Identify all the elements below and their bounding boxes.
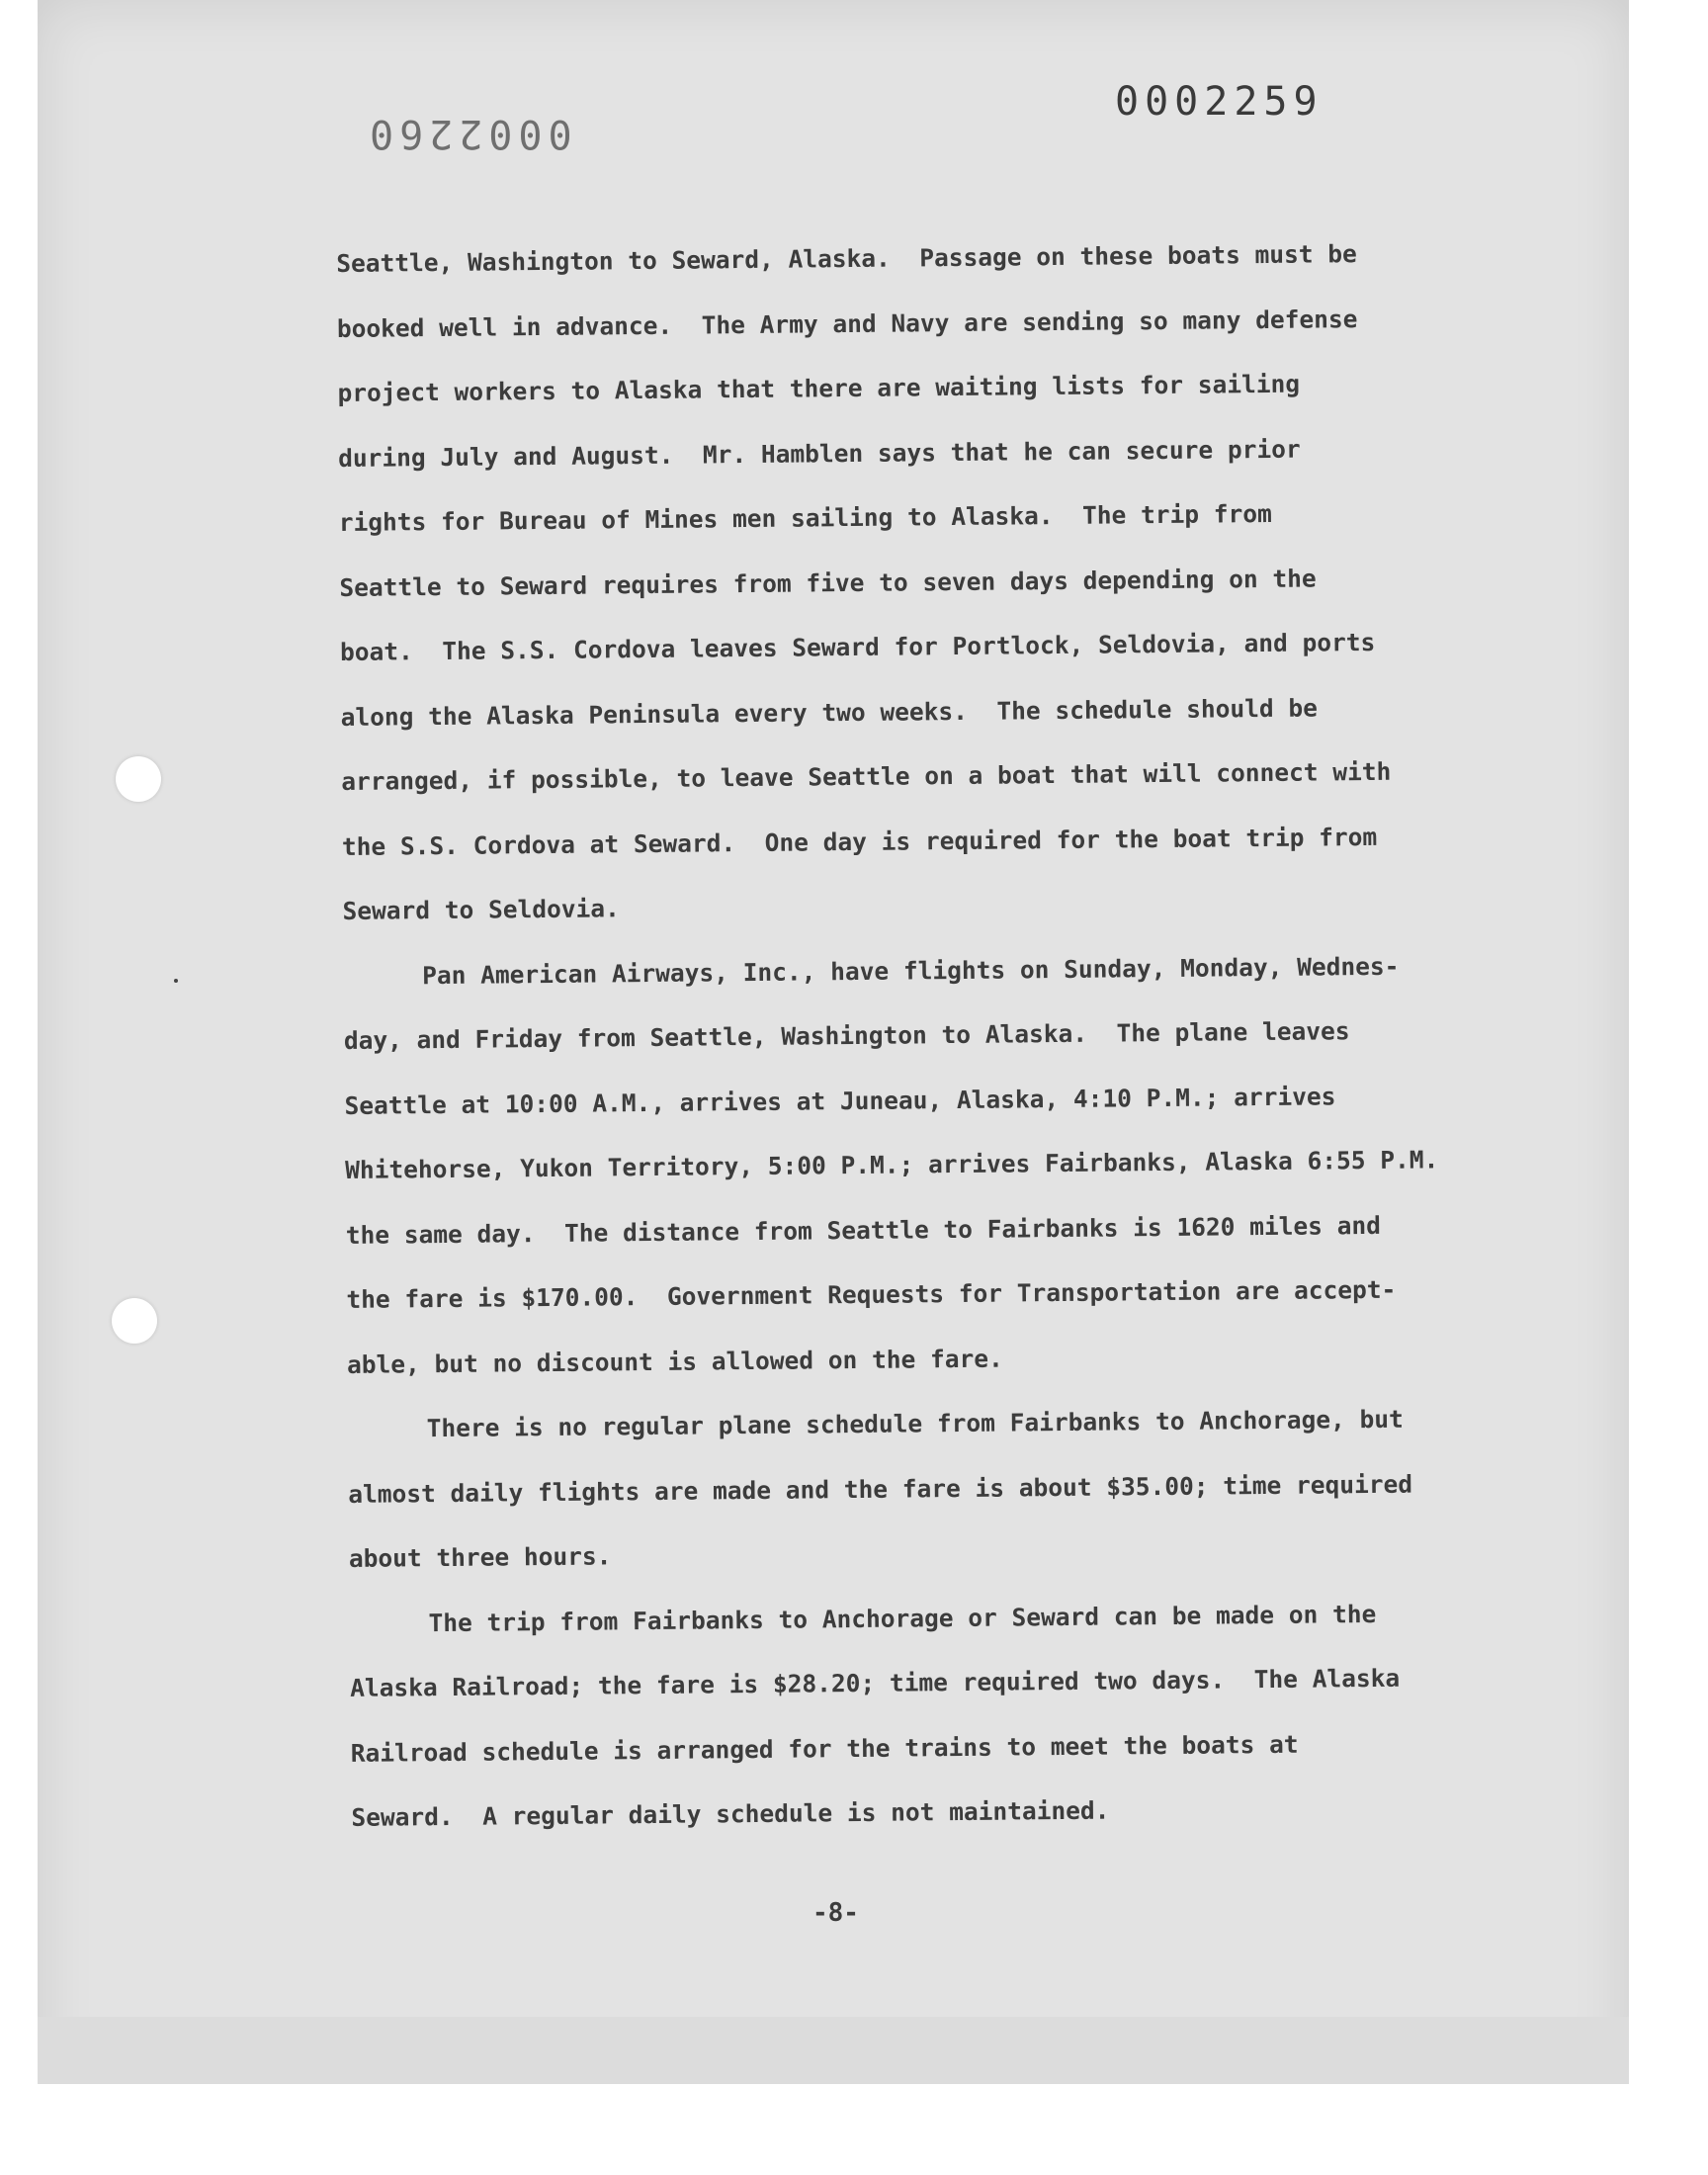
inverted-document-number-stamp: 0002260 [364, 111, 572, 156]
text-line: day, and Friday from Seattle, Washington to Alaska. The plane leaves [343, 1016, 1350, 1055]
page-bottom-edge [38, 2017, 1629, 2084]
paragraph-start-line: The trip from Fairbanks to Anchorage or Seward can be made on the [428, 1599, 1377, 1637]
speck [174, 979, 178, 983]
text-line: Railroad schedule is arranged for the trains to meet the boats at [350, 1729, 1299, 1768]
text-line: Whitehorse, Yukon Territory, 5:00 P.M.; arrives Fairbanks, Alaska 6:55 P.M. [344, 1145, 1439, 1184]
text-line: Seattle, Washington to Seward, Alaska. Passage on these boats must be [336, 239, 1357, 278]
text-line: arranged, if possible, to leave Seattle on a boat that will connect with [341, 756, 1392, 796]
text-line: about three hours. [348, 1541, 612, 1573]
text-line: able, but no discount is allowed on the fare. [346, 1344, 1003, 1379]
document-number-stamp: 0002259 [1115, 79, 1324, 125]
text-line: along the Alaska Peninsula every two weeks. The schedule should be [340, 692, 1319, 732]
text-line: Alaska Railroad; the fare is $28.20; time required two days. The Alaska [350, 1663, 1401, 1702]
document-body [336, 219, 1587, 1850]
text-line: almost daily flights are made and the fare is about $35.00; time required [348, 1469, 1413, 1509]
text-line: the fare is $170.00. Government Requests for Transportation are accept- [346, 1274, 1397, 1314]
text-line: Seward. A regular daily schedule is not maintained. [351, 1795, 1110, 1832]
punch-hole [116, 756, 161, 802]
text-line: project workers to Alaska that there are waiting lists for sailing [337, 369, 1301, 407]
text-line: rights for Bureau of Mines men sailing to Alaska. The trip from [338, 498, 1272, 537]
paragraph-start-line: There is no regular plane schedule from Fairbanks to Anchorage, but [426, 1404, 1405, 1443]
text-line: boat. The S.S. Cordova leaves Seward for Portlock, Seldovia, and ports [339, 627, 1376, 666]
text-line: the same day. The distance from Seattle to Fairbanks is 1620 miles and [345, 1210, 1382, 1250]
paragraph-start-line: Pan American Airways, Inc., have flights on Sunday, Monday, Wednes- [422, 951, 1400, 990]
text-line: the S.S. Cordova at Seward. One day is required for the boat trip from [341, 822, 1378, 861]
text-line: Seward to Seldovia. [342, 894, 620, 925]
punch-hole [112, 1298, 157, 1344]
text-line: during July and August. Mr. Hamblen says that he can secure prior [338, 434, 1301, 473]
text-line: Seattle at 10:00 A.M., arrives at Juneau, Alaska, 4:10 P.M.; arrives [344, 1081, 1336, 1120]
text-line: booked well in advance. The Army and Navy are sending so many defense [336, 304, 1358, 343]
page-number: -8- [812, 1898, 859, 1928]
text-line: Seattle to Seward requires from five to seven days depending on the [339, 563, 1317, 602]
